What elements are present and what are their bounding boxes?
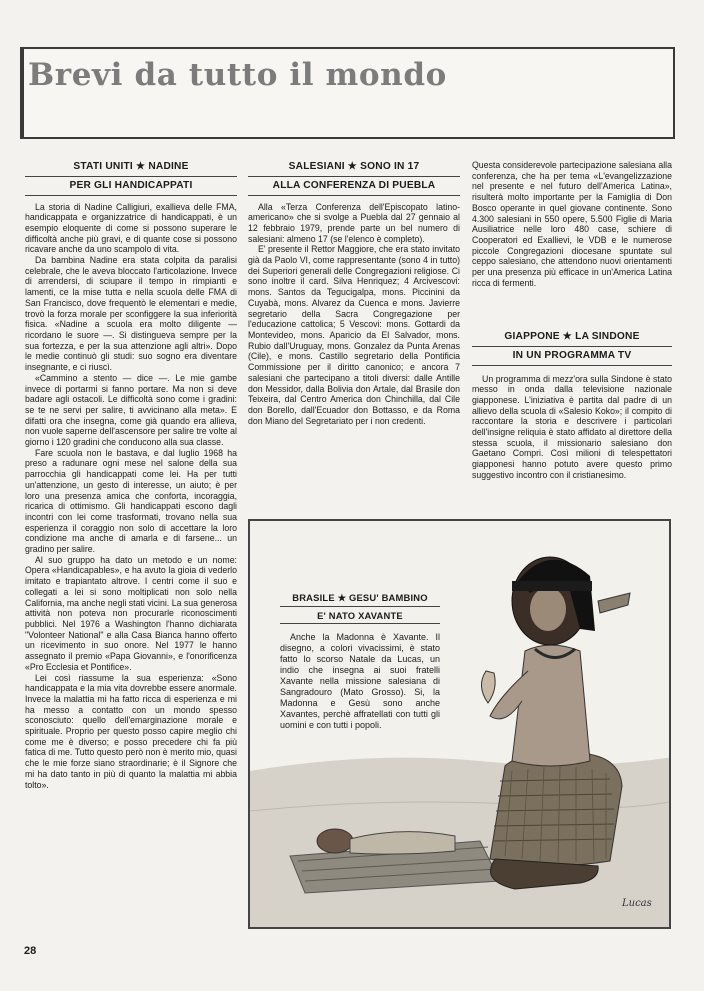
heading-line-1: STATI UNITI ★ NADINE <box>25 160 237 177</box>
signature: Lucas <box>622 898 652 909</box>
article-heading <box>280 591 440 624</box>
heading-line-2: E' NATO XAVANTE <box>280 607 440 625</box>
article-usa <box>25 160 237 790</box>
paragraph: Questa considerevole partecipazione salesiana alla conferenza, che ha per tema «L'evangelizzazione nel presente e nel futuro dell'America Latina», risulterà molto importante per la Famiglia di Don Bosco operante in quel giovane continente. Sono 4.300 salesiani in 550 opere, 5.500 Figlie di Maria Ausiliatrice nelle loro 480 case, schiere di Cooperatori ed Exallievi, le VDB e le numerose piccole Congregazioni diocesane spuntate sul ceppo salesiano, che attendono nuovi orientamenti per una presenza più efficace in un'America Latina ricca di fermenti. <box>472 160 672 288</box>
article-body <box>472 374 672 481</box>
paragraph: Da bambina Nadine era stata colpita da paralisi celebrale, che le aveva bloccato l'articolazione. Invece di arrendersi, di sciupare il tempo in rimpianti e lamenti, ce la mise tutta e nella scuola delle FMA di San Francisco, dove frequentò le elementari e medie, trovò la forza morale per sconfiggere la sua inferiorità fisica. «Nadine a scuola era molto diligente — ricordano le suore —. Si distingueva sempre per la sua fortezza, e per la sua attenzione agli altri». Dopo le medie continuò gli studi: suo sogno era diventare insegnante, e ci riuscì. <box>25 255 237 373</box>
article-body <box>280 632 440 731</box>
article-puebla-continued <box>472 160 672 288</box>
page-title: Brevi da tutto il mondo <box>28 57 447 93</box>
paragraph: Lei così riassume la sua esperienza: «Sono handicappata e la mia vita dovrebbe essere anormale. Invece la malattia mi ha fatto ricca di esperienza e mi ha messo a contatto con un mondo spesso sconosciuto: quello dell'emarginazione morale e spirituale. Proprio per questo posso capire meglio chi come me è diverso; e posso precedere chi fa più fatica di me. Tutto questo però non è merito mio, quasi che le mie forze siano straordinarie; è il Signore che mi ha dato tanto in più di quanto la malattia mi abbia tolto». <box>25 672 237 790</box>
paragraph: «Cammino a stento — dice —. Le mie gambe invece di portarmi si fanno portare. Ma non si deve badare agli ostacoli. Le difficoltà sono come i gradini: se te ne servi per salire, ti avvicinano alla meta». E difatti ora che insegna, come già quando era allieva, non vuole saperne dell'ascensore per salire tre volte al giorno i 120 gradini che conducono alla sua classe. <box>25 372 237 448</box>
article-body <box>248 202 460 427</box>
article-puebla <box>248 160 460 426</box>
paragraph: Al suo gruppo ha dato un metodo e un nome: Opera «Handicapables», e ha avuto la gioia di vederlo imitato e trapiantato altrove. I centri come il suo e collegati a lei si sono moltiplicati non solo nella California, ma anche negli stati vicini. La sua generosa attività non poteva non procurarle riconoscimenti pubblici. Nel 1976 a Washington l'hanno dichiarata "Volonteer National" e alla Casa Bianca hanno offerto un ricevimento in suo onore. Nel 1977 le hanno assegnato il premio «Papa Giovanni», e l'onorificenza «Pro Ecclesia et Pontifice». <box>25 554 237 672</box>
article-heading <box>248 160 460 196</box>
heading-line-1: GIAPPONE ★ LA SINDONE <box>472 330 672 347</box>
paragraph: Un programma di mezz'ora sulla Sindone è stato messo in onda dalla televisione nazionale giapponese. L'iniziativa è partita dal padre di un allievo della scuola di «Salesio Koko»; il compito di raccontare la storia e descrivere i particolari dell'insigne reliquia è stato affidato al direttore della stessa scuola, il missionario salesiano don Gaetano Compri. Così milioni di telespettatori giapponesi hanno potuto avere questo primo suggestivo incontro con il cristianesimo. <box>472 373 672 480</box>
article-heading <box>25 160 237 196</box>
paragraph: Anche la Madonna è Xavante. Il disegno, a colori vivacissimi, è stato fatto lo scorso Natale da Lucas, un indio che insegna ai suoi fratelli Xavante nella missione salesiana di Sangradouro (Mato Grosso). Si, la Madonna e Gesù sono anche Xavantes, perchè affratellati con tutti gli uomini e con tutti i popoli. <box>280 632 440 731</box>
heading-line-1: BRASILE ★ GESU' BAMBINO <box>280 591 440 607</box>
article-japan <box>472 330 672 481</box>
heading-line-1: SALESIANI ★ SONO IN 17 <box>248 160 460 177</box>
heading-line-2: ALLA CONFERENZA DI PUEBLA <box>248 177 460 196</box>
page-number: 28 <box>24 945 37 957</box>
heading-line-2: PER GLI HANDICAPPATI <box>25 177 237 196</box>
article-brazil <box>280 591 440 731</box>
illustration-box <box>248 519 671 929</box>
article-heading <box>472 330 672 366</box>
heading-line-2: IN UN PROGRAMMA TV <box>472 347 672 366</box>
paragraph: E' presente il Rettor Maggiore, che era stato invitato già da Paolo VI, come rappresentante (sono 4 in tutto) dei Superiori generali delle Congregazioni religiose. Ci sono inoltre il card. Silva Henriquez; 4 Arcivescovi: mons. Santos da Tegucigalpa, mons. Piccinini da Cuyabà, mons. Alvarez da Cuenca e mons. Javierre segretario della Sacra Congregazione per l'educazione cattolica; 5 Vescovi: mons. Gottardi da Montevideo, mons. Aparicio da El Salvador, mons. Rubio dall'Uruguay, mons. Gonzalez da Punta Arenas (Cile), e mons. Castillo segretario della Pontificia Commissione per il diritto canonico; e ancora 7 salesiani che partecipano a titoli diversi: dalle Antille don Messidor, dalla Bolivia don Artale, dal Brasile don Teixeira, dal Centro America don Chinchilla, dal Cile don Borello, dall'Ecuador don Bottasso, e da Roma don Miano del Segretariato per i non credenti. <box>248 244 460 426</box>
paragraph: La storia di Nadine Calligiuri, exallieva delle FMA, handicappata e organizzatrice di handicappati, è un esempio eloquente di come si possono superare le difficoltà anche più gravi, e di quante cose si possono ricavare anche da uno scampolo di vita. <box>25 201 237 255</box>
article-body <box>25 202 237 791</box>
paragraph: Alla «Terza Conferenza dell'Episcopato latino-americano» che si svolge a Puebla dal 27 gennaio al 12 febbraio 1979, prende parte un bel numero di salesiani: almeno 17 (se l'elenco è completo). <box>248 201 460 244</box>
paragraph: Fare scuola non le bastava, e dal luglio 1968 ha preso a radunare ogni mese nel salone della sua parrocchia gli handicappati come lei. Ha per tutti un'attenzione, un gesto di interesse, un aiuto; è per loro una presenza amica che conforta, incoraggia, ricarica di ottimismo. Gli handicappati escono dagli incontri con lei come trasformati, trovano nella sua esperienza il coraggio non solo di accettare la loro condizione ma anche di amarla e di farsene... un gradino per salire. <box>25 447 237 555</box>
masthead-box <box>20 47 675 139</box>
